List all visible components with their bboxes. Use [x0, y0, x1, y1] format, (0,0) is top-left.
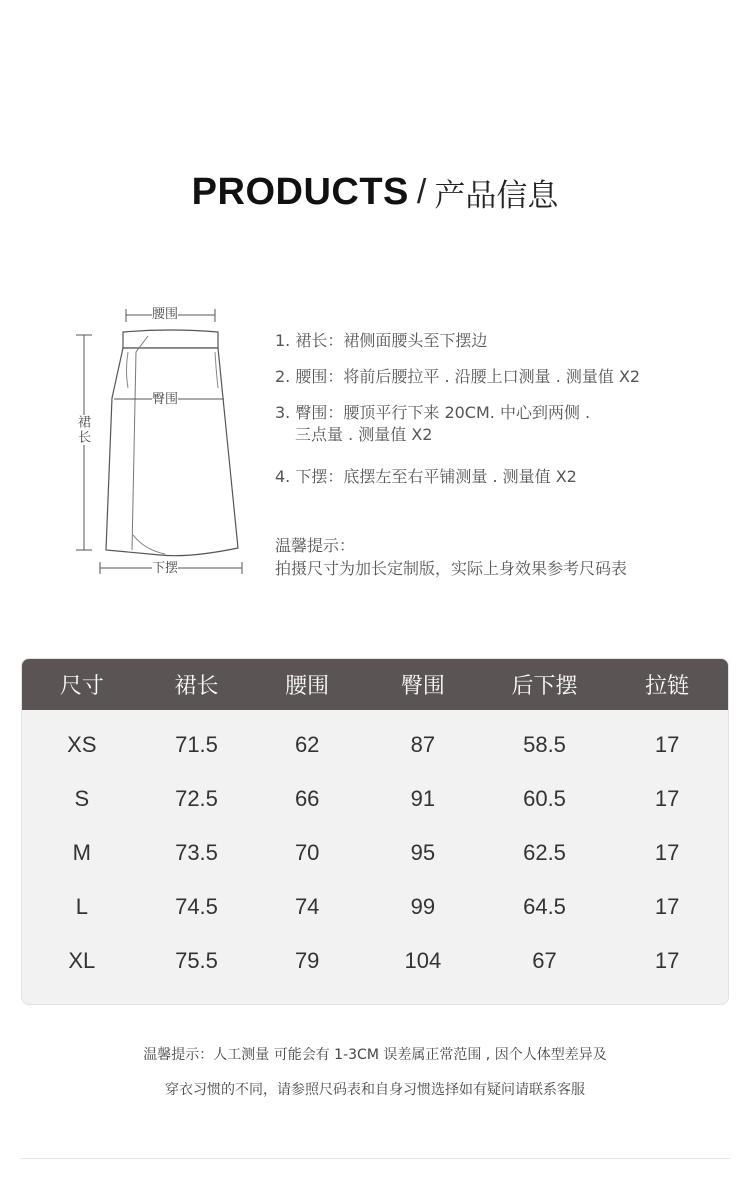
cell-length: 72.5 — [175, 786, 218, 811]
diagram-label-hip: 臀围 — [152, 392, 179, 407]
header-hip: 臀围 — [400, 674, 445, 699]
table-row — [22, 934, 728, 988]
cell-length: 73.5 — [175, 840, 218, 865]
cell-hip: 87 — [410, 732, 436, 757]
cell-hip: 104 — [404, 948, 442, 973]
footer-notice-line1: 温馨提示：人工测量 可能会有 1-3CM 误差属正常范围 , 因个人体型差异及 — [143, 1047, 607, 1063]
cell-back-hem: 60.5 — [523, 786, 566, 811]
diagram-label-length: 裙长 — [75, 415, 90, 445]
cell-size: M — [72, 840, 91, 865]
cell-size: L — [75, 894, 88, 919]
table-row — [22, 880, 728, 934]
size-table-header — [22, 659, 728, 710]
cell-waist: 66 — [294, 786, 320, 811]
cell-zipper: 17 — [654, 732, 680, 757]
cell-length: 75.5 — [175, 948, 218, 973]
note-waist: 2. 腰围：将前后腰拉平 . 沿腰上口测量 . 测量值 X2 — [275, 367, 641, 386]
header-back-hem: 后下摆 — [511, 674, 578, 699]
diagram-label-waist: 腰围 — [152, 307, 179, 322]
diagram-label-hem: 下摆 — [152, 561, 179, 576]
tip-text: 拍摄尺寸为加长定制版，实际上身效果参考尺码表 — [275, 559, 628, 578]
title-en: PRODUCTS — [191, 171, 409, 213]
cell-hip: 95 — [410, 840, 436, 865]
table-row — [22, 826, 728, 880]
footer-divider — [20, 1158, 730, 1159]
cell-hip: 99 — [410, 894, 436, 919]
cell-waist: 62 — [294, 732, 320, 757]
note-hip: 3. 臀围：腰顶平行下来 20CM. 中心到两侧 . 三点量 . 测量值 X2 — [275, 403, 591, 444]
cell-waist: 70 — [294, 840, 320, 865]
title-cn: 产品信息 — [434, 178, 559, 214]
note-length: 1. 裙长：裙侧面腰头至下摆边 — [275, 331, 488, 350]
cell-waist: 79 — [294, 948, 320, 973]
cell-zipper: 17 — [654, 894, 680, 919]
cell-length: 74.5 — [175, 894, 218, 919]
cell-size: S — [74, 786, 90, 811]
size-table — [21, 658, 729, 1005]
cell-hip: 91 — [410, 786, 436, 811]
cell-waist: 74 — [294, 894, 320, 919]
skirt-measurement-diagram — [70, 300, 250, 585]
title-separator: / — [416, 173, 427, 211]
cell-back-hem: 64.5 — [523, 894, 566, 919]
cell-size: XL — [68, 948, 96, 973]
tip-title: 温馨提示： — [275, 536, 356, 555]
cell-back-hem: 67 — [532, 948, 557, 973]
header-waist: 腰围 — [285, 674, 330, 699]
cell-zipper: 17 — [654, 840, 680, 865]
header-zipper: 拉链 — [645, 674, 690, 699]
header-length: 裙长 — [174, 674, 219, 699]
table-row — [22, 718, 728, 772]
size-table-body — [22, 710, 728, 988]
cell-zipper: 17 — [654, 786, 680, 811]
cell-back-hem: 58.5 — [523, 732, 566, 757]
cell-length: 71.5 — [175, 732, 218, 757]
cell-size: XS — [67, 732, 97, 757]
cell-back-hem: 62.5 — [523, 840, 566, 865]
note-hem: 4. 下摆：底摆左至右平铺测量 . 测量值 X2 — [275, 467, 577, 486]
table-row — [22, 772, 728, 826]
page-title — [0, 170, 750, 215]
header-size: 尺寸 — [59, 674, 104, 699]
footer-notice-line2: 穿衣习惯的不同，请参照尺码表和自身习惯选择如有疑问请联系客服 — [165, 1082, 585, 1098]
cell-zipper: 17 — [654, 948, 680, 973]
skirt-illustration — [70, 300, 250, 585]
